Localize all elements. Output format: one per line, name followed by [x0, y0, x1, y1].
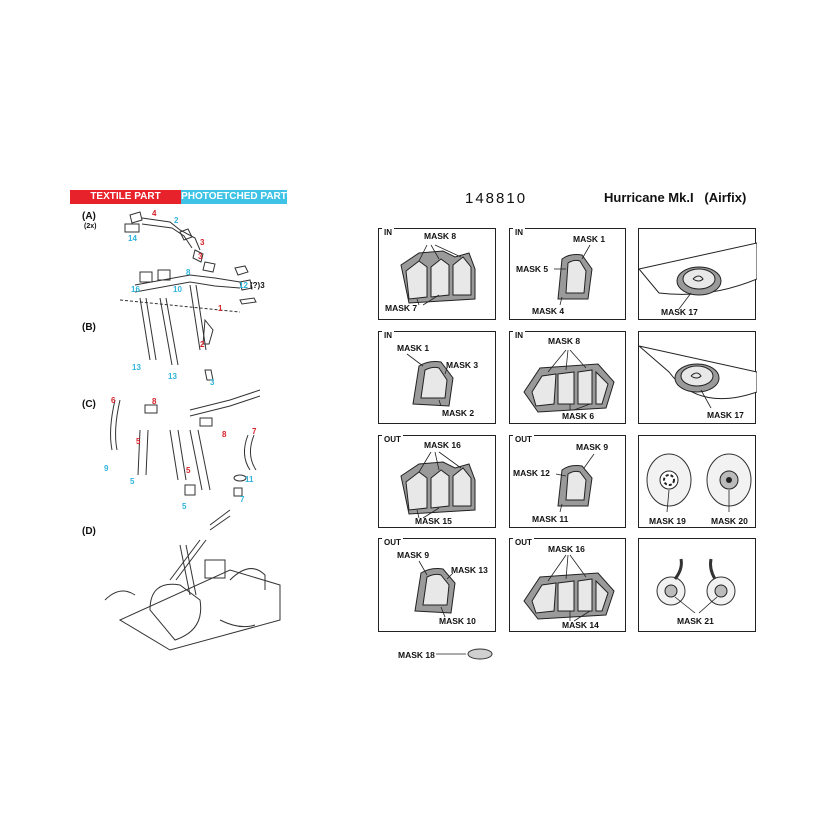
part-number: 5 [182, 502, 187, 511]
part-number: 12 [239, 281, 248, 290]
part-number: 8 [222, 430, 227, 439]
mask-panel [509, 331, 626, 424]
mask-label: MASK 14 [562, 620, 599, 630]
part-number: 5 [186, 466, 191, 475]
legend-textile: TEXTILE PART [70, 190, 181, 204]
part-number: 14 [128, 234, 137, 243]
part-number: 3 [200, 238, 205, 247]
step-b-label: (B) [82, 322, 96, 333]
panel-tag: IN [384, 331, 392, 340]
mask-label: MASK 16 [548, 544, 585, 554]
panel-tag: OUT [515, 538, 532, 547]
mask-label: MASK 5 [516, 264, 549, 274]
mask-label: MASK 21 [677, 616, 714, 626]
part-number: 16 [131, 285, 140, 294]
mask-label: MASK 12 [513, 468, 550, 478]
mask-label: MASK 16 [424, 440, 461, 450]
mask-label: MASK 8 [424, 231, 457, 241]
part-number: (?)3 [250, 281, 265, 290]
assembly-drawings [80, 200, 290, 660]
mask-label: MASK 1 [397, 343, 430, 353]
page-title: Hurricane Mk.I (Airfix) [604, 190, 747, 205]
step-a-drawing [125, 212, 248, 275]
mask-label: MASK 6 [562, 411, 595, 421]
mask-label: MASK 8 [548, 336, 581, 346]
mask-label: MASK 11 [532, 514, 569, 524]
mask-label: MASK 4 [532, 306, 565, 316]
part-number: 6 [111, 396, 116, 405]
step-a-label: (A) [82, 211, 96, 222]
mask-panel [509, 435, 626, 528]
mask-panel [638, 435, 756, 528]
part-number: 3 [198, 252, 203, 261]
fuselage-window-drawing [639, 229, 757, 321]
mask-label: MASK 15 [415, 516, 452, 526]
mask-label: MASK 7 [385, 303, 418, 313]
part-number: 13 [168, 372, 177, 381]
part-number: 13 [132, 363, 141, 372]
mask-label: MASK 9 [397, 550, 430, 560]
panel-tag: IN [515, 331, 523, 340]
part-number: 9 [104, 464, 109, 473]
part-number: 5 [136, 437, 141, 446]
part-number: 4 [152, 209, 157, 218]
mask-panel [378, 435, 496, 528]
mask-label: MASK 17 [707, 410, 744, 420]
mask-label: MASK 3 [446, 360, 479, 370]
mask-panel [509, 538, 626, 632]
part-number: 10 [173, 285, 182, 294]
part-number: 3 [210, 378, 215, 387]
step-d-drawing [105, 510, 280, 650]
mask-label: MASK 9 [576, 442, 609, 452]
mask-panel [378, 228, 496, 320]
mask-panel [509, 228, 626, 320]
mask-label: MASK 10 [439, 616, 476, 626]
part-number: 8 [152, 397, 157, 406]
windscreen-drawing [510, 436, 627, 529]
part-number: 7 [240, 495, 245, 504]
product-code: 148810 [465, 190, 528, 207]
part-number: 1 [218, 304, 223, 313]
mask-panel [638, 331, 756, 424]
panel-tag: OUT [515, 435, 532, 444]
part-number: 5 [130, 477, 135, 486]
panel-tag: OUT [384, 435, 401, 444]
mask-label: MASK 1 [573, 234, 606, 244]
step-a-qty: (2x) [84, 223, 97, 230]
part-number: 2 [174, 216, 179, 225]
mask-label: MASK 17 [661, 307, 698, 317]
mask-panel [378, 331, 496, 424]
mask-panel [638, 538, 756, 632]
legend-photoetched: PHOTOETCHED PART [181, 191, 287, 202]
part-number: 11 [245, 475, 254, 484]
mask-panel [378, 538, 496, 632]
mask-label: MASK 19 [649, 516, 686, 526]
mask-18-drawing [436, 644, 496, 664]
mask-label: MASK 20 [711, 516, 748, 526]
part-number: 7 [252, 427, 257, 436]
mask-panel [638, 228, 756, 320]
step-d-label: (D) [82, 526, 96, 537]
part-number: 8 [186, 268, 191, 277]
panel-tag: IN [384, 228, 392, 237]
step-c-label: (C) [82, 399, 96, 410]
mask-label: MASK 2 [442, 408, 475, 418]
mask-label: MASK 13 [451, 565, 488, 575]
windscreen-drawing [510, 229, 627, 321]
panel-tag: IN [515, 228, 523, 237]
panel-tag: OUT [384, 538, 401, 547]
part-number: 2 [200, 340, 205, 349]
mask-18-label: MASK 18 [398, 650, 435, 660]
